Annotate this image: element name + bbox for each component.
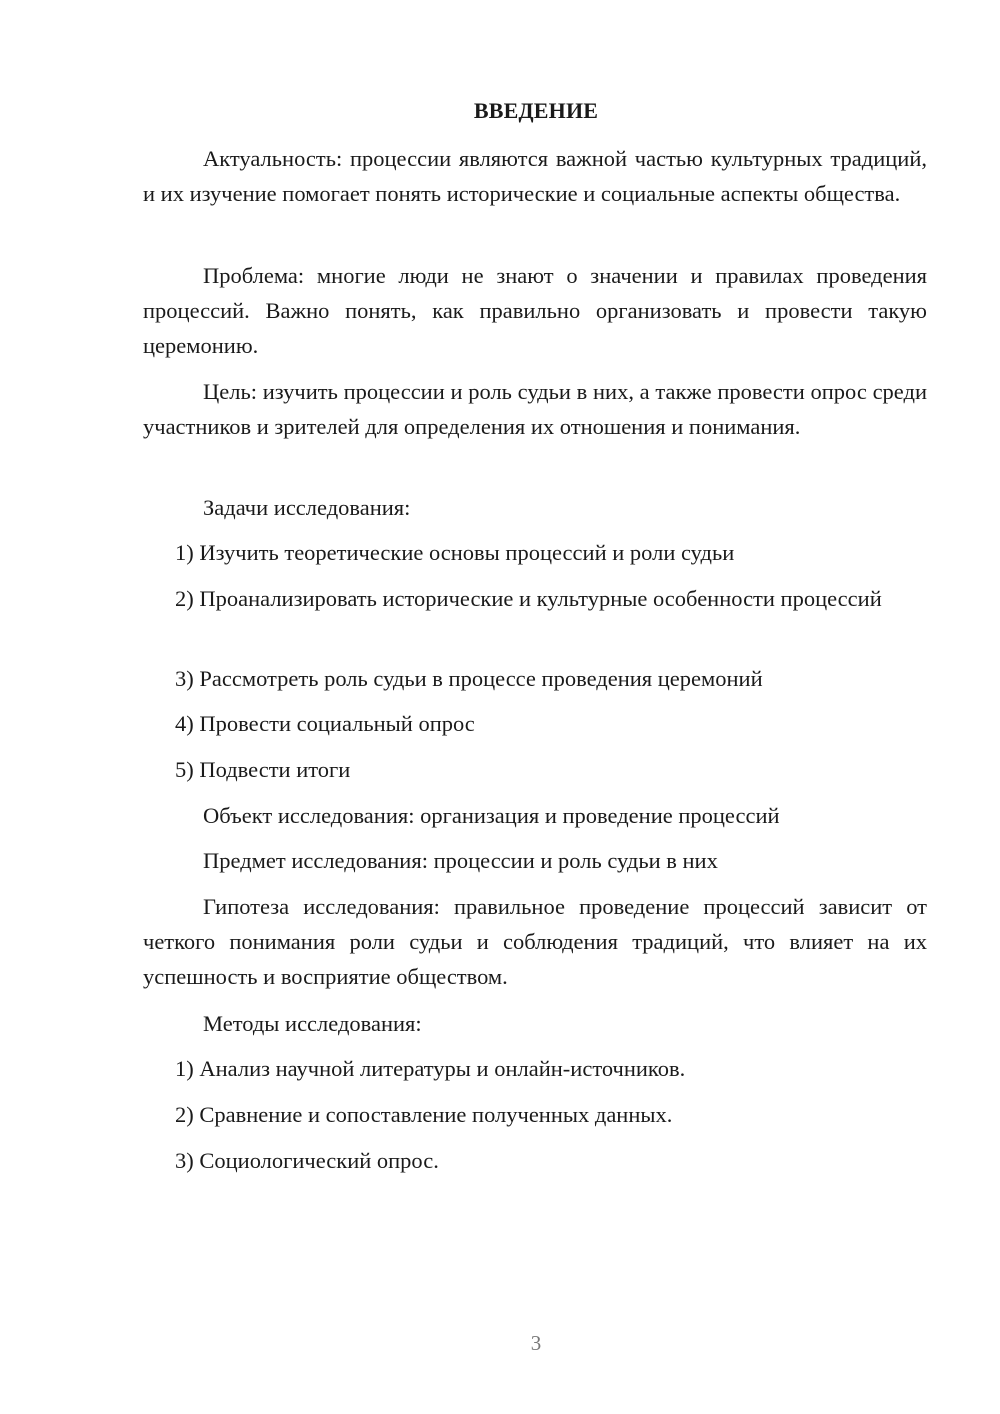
method-item-1: 1) Анализ научной литературы и онлайн-источников. (175, 1056, 686, 1081)
subject-paragraph: Предмет исследования: процессии и роль судьи в них (203, 848, 718, 873)
task-item-5: 5) Подвести итоги (175, 757, 351, 782)
task-item-4: 4) Провести социальный опрос (175, 711, 475, 736)
tasks-heading: Задачи исследования: (203, 495, 411, 520)
goal-paragraph: Цель: изучить процессии и роль судьи в них, а также провести опрос среди участников и зрителей для определения их отношения и понимания. (143, 379, 927, 439)
method-item-3: 3) Социологический опрос. (175, 1148, 439, 1173)
methods-heading: Методы исследования: (203, 1011, 422, 1036)
relevance-paragraph: Актуальность: процессии являются важной частью культурных традиций, и их изучение помогает понять исторические и социальные аспекты общества. (143, 146, 927, 206)
task-item-3: 3) Рассмотреть роль судьи в процессе проведения церемоний (175, 666, 763, 691)
task-item-2: 2) Проанализировать исторические и культурные особенности процессий (175, 586, 882, 611)
method-item-2: 2) Сравнение и сопоставление полученных данных. (175, 1102, 673, 1127)
page-number: 3 (530, 1331, 542, 1355)
task-item-1: 1) Изучить теоретические основы процессий и роли судьи (175, 540, 735, 565)
hypothesis-paragraph: Гипотеза исследования: правильное проведение процессий зависит от четкого понимания роли судьи и соблюдения традиций, что влияет на их успешность и восприятие обществом. (143, 894, 927, 989)
object-paragraph: Объект исследования: организация и проведение процессий (203, 803, 780, 828)
page-title: ВВЕДЕНИЕ (473, 98, 599, 123)
problem-paragraph: Проблема: многие люди не знают о значении и правилах проведения процессий. Важно понять, как правильно организовать и провести такую церемонию. (143, 263, 927, 358)
